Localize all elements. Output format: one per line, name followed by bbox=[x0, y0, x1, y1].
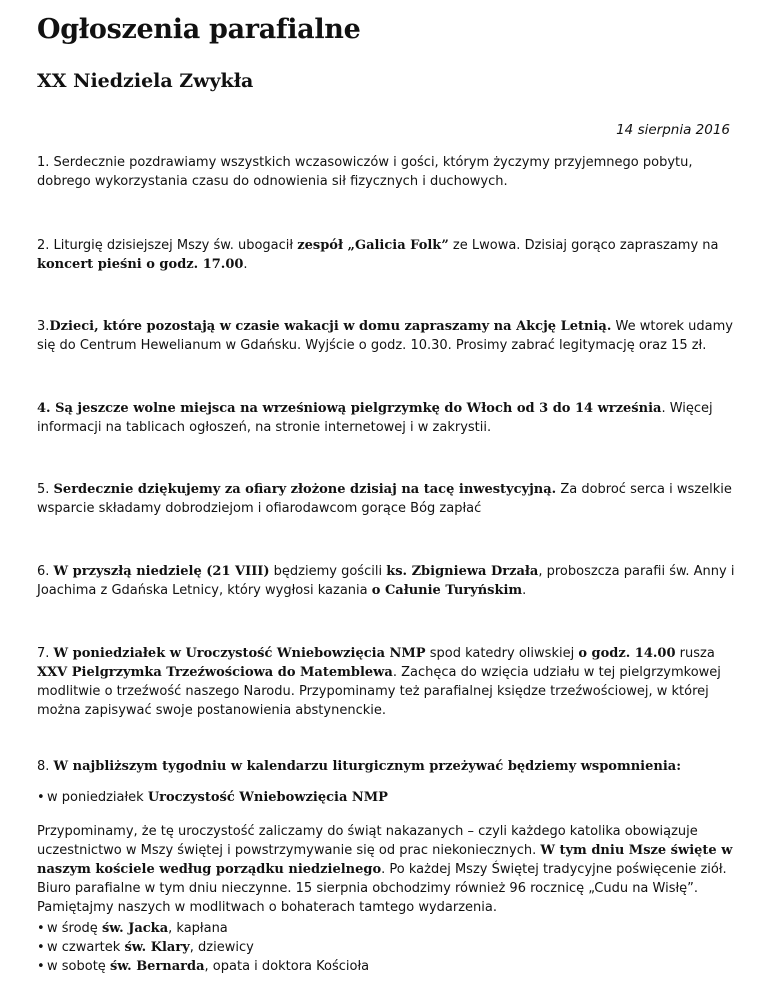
list-item: • w poniedziałek Uroczystość Wniebowzięcia NMP bbox=[37, 788, 388, 807]
announcement-5: 5. Serdecznie dziękujemy za ofiary złożone dzisiaj na tacę inwestycyjną. Za dobroć serca i wszelkie wsparcie składamy dobrodziejom i ofiarodawcom gorące Bóg zapłać bbox=[37, 482, 732, 516]
announcement-date: 14 sierpnia 2016 bbox=[616, 122, 730, 138]
liturgy-list-2 bbox=[37, 919, 369, 976]
list-item: • w sobotę św. Bernarda, opata i doktora Kościoła bbox=[37, 957, 369, 976]
announcement-7: 7. W poniedziałek w Uroczystość Wniebowzięcia NMP spod katedry oliwskiej o godz. 14.00 rusza XXV Pielgrzymka Trzeźwościowa do Matemblewa. Zachęca do wzięcia udziału w tej pielgrzymkowej modlitwie o trzeźwość naszego Narodu. Przypominamy też parafialnej księdze trzeźwościowej, w której można zapisywać swoje postanowienia abstynenckie. bbox=[37, 646, 721, 718]
announcement-8: 8. W najbliższym tygodniu w kalendarzu liturgicznym przeżywać będziemy wspomnienia: bbox=[37, 759, 681, 774]
page-title: Ogłoszenia parafialne bbox=[37, 14, 361, 45]
list-item: • w środę św. Jacka, kapłana bbox=[37, 919, 369, 938]
announcement-3: 3.Dzieci, które pozostają w czasie wakacji w domu zapraszamy na Akcję Letnią. We wtorek udamy się do Centrum Hewelianum w Gdańsku. Wyjście o godz. 10.30. Prosimy zabrać legitymację oraz 15 zł. bbox=[37, 319, 733, 353]
announcement-6: 6. W przyszłą niedzielę (21 VIII) będziemy gościli ks. Zbigniewa Drzała, proboszcza parafii św. Anny i Joachima z Gdańska Letnicy, który wygłosi kazania o Całunie Turyńskim. bbox=[37, 564, 735, 598]
announcement-1: 1. Serdecznie pozdrawiamy wszystkich wczasowiczów i gości, którym życzymy przyjemnego pobytu, dobrego wykorzystania czasu do odnowienia sił fizycznych i duchowych. bbox=[37, 155, 693, 189]
announcement-9: Przypominamy, że tę uroczystość zaliczamy do świąt nakazanych – czyli każdego katolika obowiązuje uczestnictwo w Mszy świętej i powstrzymywanie się od prac niekoniecznych. W tym dniu Msze święte w naszym kościele według porządku niedzielnego. Po każdej Mszy Świętej tradycyjne poświęcenie ziół. Biuro parafialne w tym dniu nieczynne. 15 sierpnia obchodzimy również 96 rocznicę „Cudu na Wisłę”. Pamiętajmy naszych w modlitwach o bohaterach tamtego wydarzenia. bbox=[37, 824, 733, 915]
list-item: • w czwartek św. Klary, dziewicy bbox=[37, 938, 369, 957]
announcement-4: 4. Są jeszcze wolne miejsca na wrześniową pielgrzymkę do Włoch od 3 do 14 września. Więcej informacji na tablicach ogłoszeń, na stronie internetowej i w zakrystii. bbox=[37, 401, 713, 435]
announcement-2: 2. Liturgię dzisiejszej Mszy św. ubogacił zespół „Galicia Folk” ze Lwowa. Dzisiaj gorąco zapraszamy na koncert pieśni o godz. 17.00. bbox=[37, 238, 719, 272]
page-subtitle: XX Niedziela Zwykła bbox=[37, 70, 254, 92]
liturgy-list-1 bbox=[37, 788, 388, 807]
